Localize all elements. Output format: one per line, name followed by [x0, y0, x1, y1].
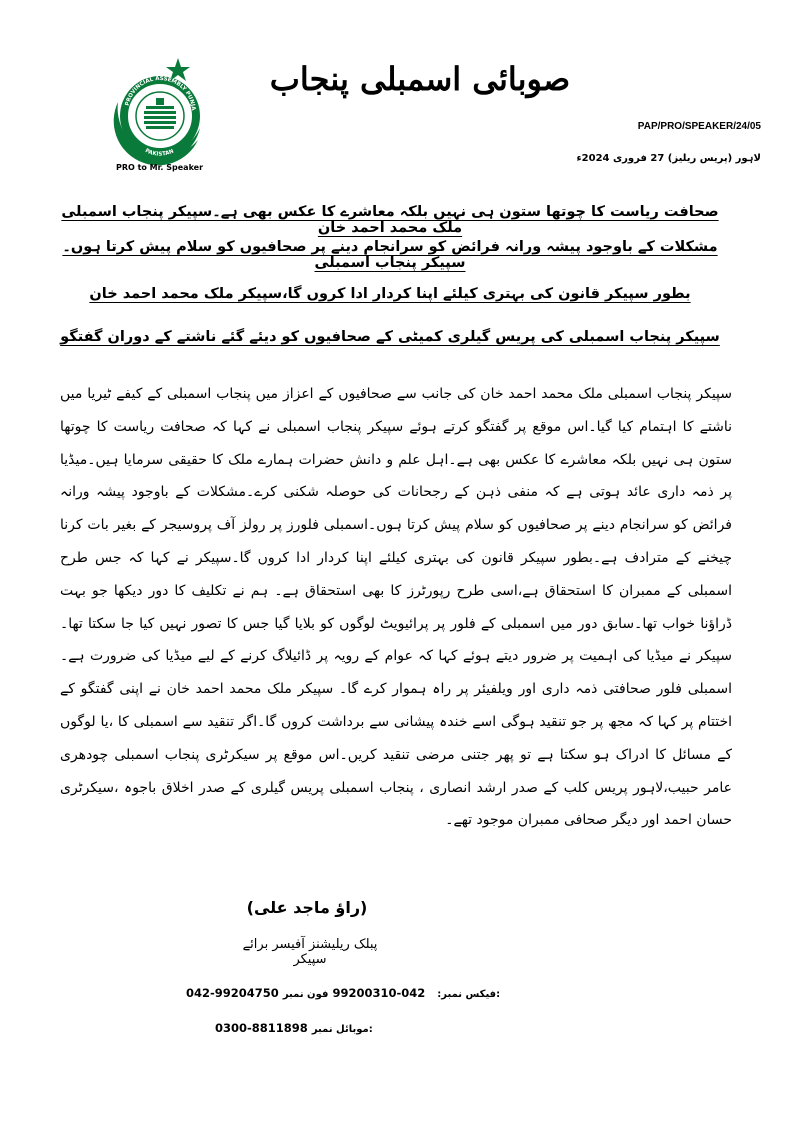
fax-number: 042-99204750	[186, 986, 279, 1000]
press-release-dateline: لاہور (پریس ریلیز) 27 فروری 2024ء	[576, 153, 761, 164]
logo-caption: PRO to Mr. Speaker	[115, 163, 204, 172]
fax-label: فیکس نمبر:	[437, 989, 497, 1000]
phone-number: 042-99200310	[332, 986, 426, 1000]
organization-title: صوبائی اسمبلی پنجاب	[269, 60, 571, 98]
signatory-title: پبلک ریلیشنز آفیسر برائے سپیکر	[242, 937, 378, 967]
assembly-emblem-icon	[108, 50, 208, 168]
headline-4: سپیکر پنجاب اسمبلی کی پریس گیلری کمیٹی کے صحافیوں کو دیئے گئے ناشتے کے دوران گفتگو	[60, 329, 720, 345]
phone-label: فون نمبر:	[282, 989, 501, 1000]
contact-mobile-line	[215, 1021, 373, 1035]
reference-number: PAP/PRO/SPEAKER/24/05	[637, 121, 761, 132]
headline-1: صحافت ریاست کا چوتھا ستون ہی نہیں بلکہ معاشرے کا عکس بھی ہے۔سپیکر پنجاب اسمبلی ملک محمد احمد خان	[61, 204, 719, 236]
press-release-body: سپیکر پنجاب اسمبلی ملک محمد احمد خان کی جانب سے صحافیوں کے اعزاز میں پنجاب اسمبلی کے کیفے ٹیریا میں ناشتے کا اہتمام کیا گیا۔اس موقع پر گفتگو کرتے ہوئے سپیکر پنجاب اسمبلی نے کہا کہ صحافت ریاست کا چوتھا ستون ہی نہیں بلکہ معاشرے کا عکس بھی ہے۔اہل علم و دانش حضرات ہمارے ملک کا حقیقی سرمایا ہیں۔میڈیا پر ذمہ داری عائد ہوتی ہے کہ منفی ذہن کے رجحانات کی حوصلہ شکنی کرے۔مشکلات کے باوجود پیشہ ورانہ فرائض کو سرانجام دینے پر صحافیوں کو سلام پیش کرتا ہوں۔اسمبلی فلورز پر رولز آف پروسیجر کے بغیر بات کرنا چیخنے کے مترادف ہے۔بطور سپیکر قانون کی بہتری کیلئے اپنا کردار ادا کروں گا۔سپیکر نے کہا کہ جس طرح اسمبلی کے ممبران کا استحقاق ہے،اسی طرح رپورٹرز کا بھی استحقاق ہے۔ ہم نے تکلیف کا دور دیکھا جو بہت ڈراؤنا خواب تھا۔سابق دور میں اسمبلی کے فلور پر پرائیویٹ لوگوں کو بلایا گیا جس کا تصور نہیں کیا جا سکتا تھا۔سپیکر نے میڈیا کی اہمیت پر ضرور دیتے ہوئے کہا کہ عوام کے رویہ پر ڈائیلاگ کرنے کے لیے میڈیا کی ضرورت ہے۔اسمبلی فلور صحافتی ذمہ داری اور ویلفیئر پر راہ ہموار کرے گا۔ سپیکر ملک محمد احمد خان نے اپنی گفتگو کے اختتام پر کہا کہ مجھ پر جو تنقید ہوگی اسے خندہ پیشانی سے برداشت کروں گا۔اگر تنقید سے اسمبلی کا ،یا لوگوں کے مسائل کا ادراک ہو سکتا ہے تو پھر جتنی مرضی تنقید کریں۔اس موقع پر سیکرٹری پنجاب اسمبلی چودھری عامر حبیب،لاہور پریس کلب کے صدر ارشد انصاری ، پنجاب اسمبلی پریس گیلری کے صدر اخلاق باجوہ ،سیکرٹری حسان احمد اور دیگر صحافی ممبران موجود تھے۔	[60, 386, 732, 829]
headline-2: مشکلات کے باوجود پیشہ ورانہ فرائض کو سرانجام دینے پر صحافیوں کو سلام پیش کرتا ہوں۔سپیکر پنجاب اسمبلی	[62, 239, 718, 271]
mobile-number: 0300-8811898	[215, 1021, 308, 1035]
assembly-logo	[108, 50, 208, 168]
svg-text:PAKISTAN: PAKISTAN	[143, 147, 175, 158]
signatory-name: (راؤ ماجد علی)	[246, 898, 368, 917]
contact-phone-fax-line	[186, 986, 500, 1000]
headline-3: بطور سپیکر قانون کی بہتری کیلئے اپنا کردار ادا کروں گا،سپیکر ملک محمد احمد خان	[89, 286, 691, 302]
mobile-label: موبائل نمبر:	[311, 1024, 373, 1035]
svg-text:PROVINCIAL ASSEMBLY PUNJAB: PROVINCIAL ASSEMBLY PUNJA	[124, 75, 197, 111]
